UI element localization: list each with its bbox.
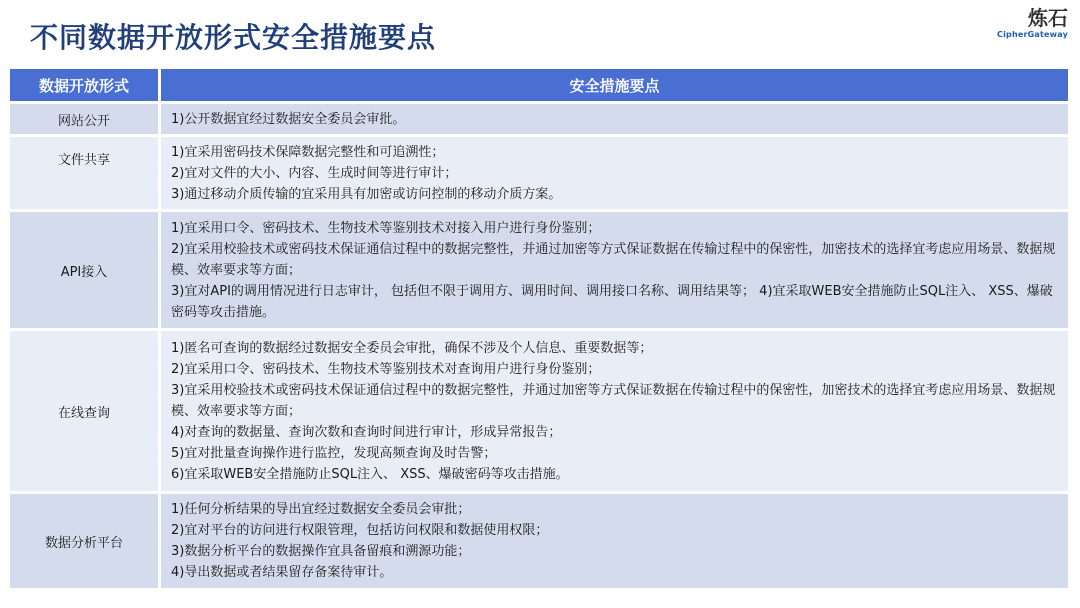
- detail-line: 1)公开数据宜经过数据安全委员会审批。: [171, 111, 406, 127]
- detail-line: 2)宜对平台的访问进行权限管理，包括访问权限和数据使用权限；: [171, 523, 549, 538]
- row-category: 数据分析平台: [10, 494, 161, 588]
- table-header-row: [10, 69, 1068, 101]
- detail-line: 2)宜对文件的大小、内容、生成时间等进行审计；: [171, 165, 458, 181]
- detail-line: 2)宜采用口令、密码技术、生物技术等鉴别技术对查询用户进行身份鉴别；: [171, 361, 601, 377]
- header-open-form: 数据开放形式: [10, 69, 161, 101]
- detail-line: 6)宜采取WEB安全措施防止SQL注入、 XSS、爆破密码等攻击措施。: [171, 466, 569, 482]
- row-category: 在线查询: [10, 331, 161, 491]
- row-category: 文件共享: [10, 137, 161, 209]
- row-detail: [161, 331, 1068, 491]
- table-row: [10, 331, 1068, 491]
- table-row: [10, 494, 1068, 588]
- detail-line: 2)宜采用校验技术或密码技术保证通信过程中的数据完整性，并通过加密等方式保证数据在传输过程中的保密性，加密技术的选择宜考虑应用场景、数据规模、效率要求等方面；: [171, 241, 1056, 278]
- detail-line: 1)宜采用密码技术保障数据完整性和可追溯性；: [171, 144, 445, 160]
- detail-line: 3)宜对API的调用情况进行日志审计， 包括但不限于调用方、调用时间、调用接口名称、调用结果等； 4)宜采取WEB安全措施防止SQL注入、 XSS、爆破密码等攻击措施。: [171, 283, 1053, 320]
- detail-line: 5)宜对批量查询操作进行监控，发现高频查询及时告警；: [171, 445, 497, 461]
- detail-line: 4)导出数据或者结果留存备案待审计。: [171, 565, 393, 580]
- detail-line: 1)任何分析结果的导出宜经过数据安全委员会审批；: [171, 502, 471, 517]
- row-detail: [161, 137, 1068, 209]
- company-logo: [978, 6, 1068, 39]
- header-measures: 安全措施要点: [161, 69, 1068, 101]
- detail-line: 3)数据分析平台的数据操作宜具备留痕和溯源功能；: [171, 544, 471, 559]
- table-row: [10, 104, 1068, 134]
- row-detail: [161, 494, 1068, 588]
- logo-text: 炼石: [1028, 6, 1068, 30]
- detail-line: 1)匿名可查询的数据经过数据安全委员会审批，确保不涉及个人信息、重要数据等；: [171, 340, 653, 356]
- table-row: [10, 212, 1068, 328]
- row-detail: [161, 212, 1068, 328]
- detail-line: 4)对查询的数据量、查询次数和查询时间进行审计，形成异常报告；: [171, 424, 562, 440]
- detail-line: 3)宜采用校验技术或密码技术保证通信过程中的数据完整性，并通过加密等方式保证数据在传输过程中的保密性，加密技术的选择宜考虑应用场景、数据规模、效率要求等方面；: [171, 382, 1056, 419]
- logo-subtext: CipherGateway: [997, 30, 1068, 39]
- detail-line: 3)通过移动介质传输的宜采用具有加密或访问控制的移动介质方案。: [171, 186, 562, 202]
- page-title: 不同数据开放形式安全措施要点: [30, 21, 437, 54]
- row-detail: [161, 104, 1068, 134]
- row-category: API接入: [10, 212, 161, 328]
- table-row: [10, 137, 1068, 209]
- security-measures-table: [10, 66, 1068, 591]
- row-category: 网站公开: [10, 104, 161, 134]
- detail-line: 1)宜采用口令、密码技术、生物技术等鉴别技术对接入用户进行身份鉴别；: [171, 220, 601, 236]
